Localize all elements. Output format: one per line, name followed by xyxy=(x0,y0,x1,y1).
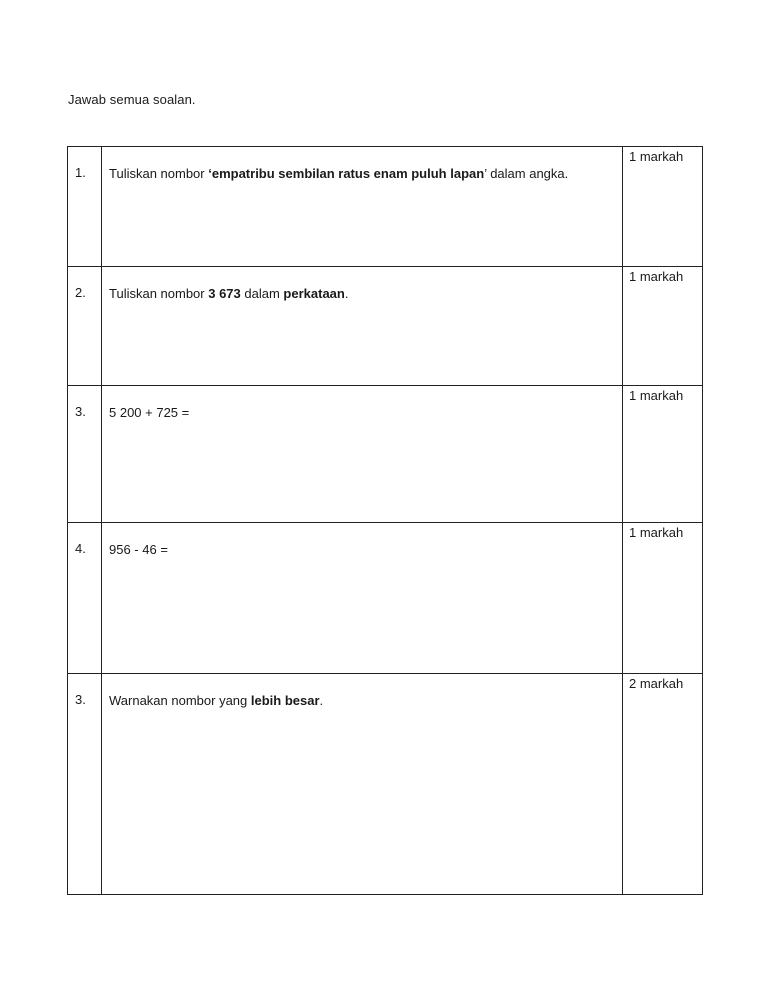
question-cell xyxy=(102,523,623,674)
marks-label: 1 markah xyxy=(629,269,684,284)
question-text-part: Tuliskan nombor xyxy=(109,166,209,181)
question-number-cell xyxy=(68,386,102,523)
questions-table xyxy=(67,146,703,895)
question-text-part: dalam xyxy=(240,286,284,301)
question-text xyxy=(102,267,622,302)
marks-label: 1 markah xyxy=(629,525,684,540)
question-text-part: . xyxy=(344,286,349,301)
marks-label: 1 markah xyxy=(629,388,684,403)
question-row xyxy=(68,267,703,386)
question-number-cell xyxy=(68,674,102,895)
question-number: 2. xyxy=(75,285,86,300)
marks-cell xyxy=(623,147,703,267)
question-row xyxy=(68,523,703,674)
question-text-part: ’ dalam angka. xyxy=(484,166,569,181)
marks-cell xyxy=(623,523,703,674)
question-number-cell xyxy=(68,523,102,674)
question-number-cell xyxy=(68,147,102,267)
question-text-bold: lebih besar xyxy=(250,693,320,708)
question-text: 5 200 + 725 = xyxy=(109,405,190,420)
question-row xyxy=(68,674,703,895)
question-text xyxy=(102,674,622,709)
marks-cell xyxy=(623,386,703,523)
marks-label: 2 markah xyxy=(629,676,684,691)
question-row xyxy=(68,386,703,523)
marks-label: 1 markah xyxy=(629,149,684,164)
question-cell xyxy=(102,267,623,386)
question-number: 4. xyxy=(75,541,86,556)
question-text-part: . xyxy=(319,693,324,708)
marks-cell xyxy=(623,674,703,895)
question-row xyxy=(68,147,703,267)
question-cell xyxy=(102,147,623,267)
question-number: 3. xyxy=(75,404,86,419)
question-cell xyxy=(102,674,623,895)
question-number-cell xyxy=(68,267,102,386)
question-cell xyxy=(102,386,623,523)
marks-cell xyxy=(623,267,703,386)
question-text-bold: 3 673 xyxy=(208,286,241,301)
question-text: 956 - 46 = xyxy=(109,542,168,557)
instruction-text: Jawab semua soalan. xyxy=(68,92,196,107)
question-number: 1. xyxy=(75,165,86,180)
question-text-part: Tuliskan nombor xyxy=(109,286,209,301)
question-text xyxy=(102,147,622,182)
question-text-part: Warnakan nombor yang xyxy=(109,693,251,708)
question-text-bold: perkataan xyxy=(283,286,345,301)
question-number: 3. xyxy=(75,692,86,707)
question-text-bold: ‘empatribu sembilan ratus enam puluh lapan xyxy=(208,166,485,181)
